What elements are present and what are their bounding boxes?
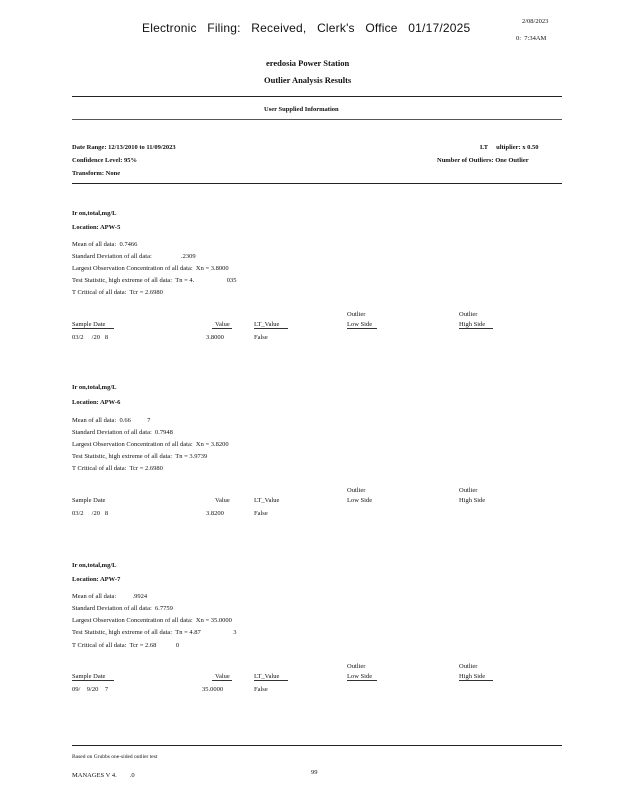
col-outlier-high: Outlier <box>459 311 478 318</box>
col-outlier-low: Outlier <box>347 311 366 318</box>
row-sample-date: 03/2 /20 8 <box>72 510 109 517</box>
col-sample-date: Sample Date <box>72 497 106 504</box>
test-statistic-line: Test Statistic, high extreme of all data: Tn = 4. 035 <box>72 277 237 284</box>
underline <box>347 328 377 329</box>
location-label: Location: APW-5 <box>72 224 121 231</box>
confidence-level: Confidence Level: 95% <box>72 157 137 164</box>
print-date: 2/08/2023 <box>522 18 549 25</box>
largest-line: Largest Observation Concentration of all data: Xn = 3.8200 <box>72 441 229 448</box>
largest-line: Largest Observation Concentration of all data: Xn = 35.0000 <box>72 617 232 624</box>
lt-multiplier: LT ultiplier: x 0.50 <box>480 144 539 151</box>
row-sample-date: 09/ 9/20 7 <box>72 686 109 693</box>
t-critical-line: T Critical of all data: Tcr = 2.6980 <box>72 289 163 296</box>
underline <box>254 328 288 329</box>
header-rule <box>72 96 562 97</box>
transform: Transform: None <box>72 170 121 177</box>
underline <box>212 680 232 681</box>
row-lt-value: False <box>254 686 268 693</box>
underline <box>459 328 493 329</box>
print-time: 0: 7:34AM <box>516 35 547 42</box>
t-critical-line: T Critical of all data: Tcr = 2.6980 <box>72 465 163 472</box>
test-statistic-line: Test Statistic, high extreme of all data: Tn = 3.9739 <box>72 453 208 460</box>
col-low-side: Low Side <box>347 673 373 680</box>
col-lt-value: LT_Value <box>254 321 280 328</box>
underline <box>72 328 114 329</box>
mean-line: Mean of all data: 0.66 7 <box>72 417 151 424</box>
col-low-side: Low Side <box>347 321 373 328</box>
parameter-label: Ir on,total,mg/L <box>72 562 117 569</box>
sd-line: Standard Deviation of all data: 0.7948 <box>72 429 173 436</box>
col-value: Value <box>215 321 230 328</box>
row-sample-date: 03/2 /20 8 <box>72 334 109 341</box>
mean-line: Mean of all data: 0.7466 <box>72 241 138 248</box>
parameter-label: Ir on,total,mg/L <box>72 384 117 391</box>
page-number: 99 <box>311 769 318 776</box>
filing-stamp: Electronic Filing: Received, Clerk's Office 01/17/2025 <box>142 21 471 35</box>
mean-line: Mean of all data: .9924 <box>72 593 148 600</box>
meta-rule <box>72 183 562 184</box>
col-high-side: High Side <box>459 673 486 680</box>
row-value: 3.8000 <box>206 334 224 341</box>
col-high-side: High Side <box>459 497 486 504</box>
col-sample-date: Sample Date <box>72 673 106 680</box>
col-outlier-high: Outlier <box>459 663 478 670</box>
section-title: User Supplied Information <box>264 106 339 113</box>
section-rule <box>72 119 562 120</box>
number-of-outliers: Number of Outliers: One Outlier <box>437 157 529 164</box>
row-value: 35.0000 <box>202 686 224 693</box>
underline <box>72 680 114 681</box>
row-lt-value: False <box>254 510 268 517</box>
col-outlier-low: Outlier <box>347 487 366 494</box>
t-critical-line: T Critical of all data: Tcr = 2.68 0 <box>72 642 180 649</box>
col-lt-value: LT_Value <box>254 497 280 504</box>
footer-note: Based on Grubbs one-sided outlier test <box>72 754 158 760</box>
underline <box>212 328 232 329</box>
sd-line: Standard Deviation of all data: .2309 <box>72 253 196 260</box>
location-label: Location: APW-6 <box>72 399 121 406</box>
col-sample-date: Sample Date <box>72 321 106 328</box>
underline <box>459 680 493 681</box>
station-title: eredosia Power Station <box>266 58 350 68</box>
location-label: Location: APW-7 <box>72 576 121 583</box>
col-outlier-high: Outlier <box>459 487 478 494</box>
report-subtitle: Outlier Analysis Results <box>264 75 352 85</box>
col-low-side: Low Side <box>347 497 373 504</box>
col-value: Value <box>215 673 230 680</box>
parameter-label: Ir on,total,mg/L <box>72 210 117 217</box>
underline <box>254 680 288 681</box>
row-lt-value: False <box>254 334 268 341</box>
col-lt-value: LT_Value <box>254 673 280 680</box>
sd-line: Standard Deviation of all data: 6.7759 <box>72 605 173 612</box>
col-outlier-low: Outlier <box>347 663 366 670</box>
date-range: Date Range: 12/13/2010 to 11/09/2023 <box>72 144 176 151</box>
row-value: 3.8200 <box>206 510 224 517</box>
col-value: Value <box>215 497 230 504</box>
underline <box>347 680 377 681</box>
test-statistic-line: Test Statistic, high extreme of all data: Tn = 4.87 3 <box>72 629 237 636</box>
largest-line: Largest Observation Concentration of all data: Xn = 3.8000 <box>72 265 229 272</box>
footer-rule <box>72 745 562 746</box>
col-high-side: High Side <box>459 321 486 328</box>
software-version: MANAGES V 4. .0 <box>72 772 135 779</box>
